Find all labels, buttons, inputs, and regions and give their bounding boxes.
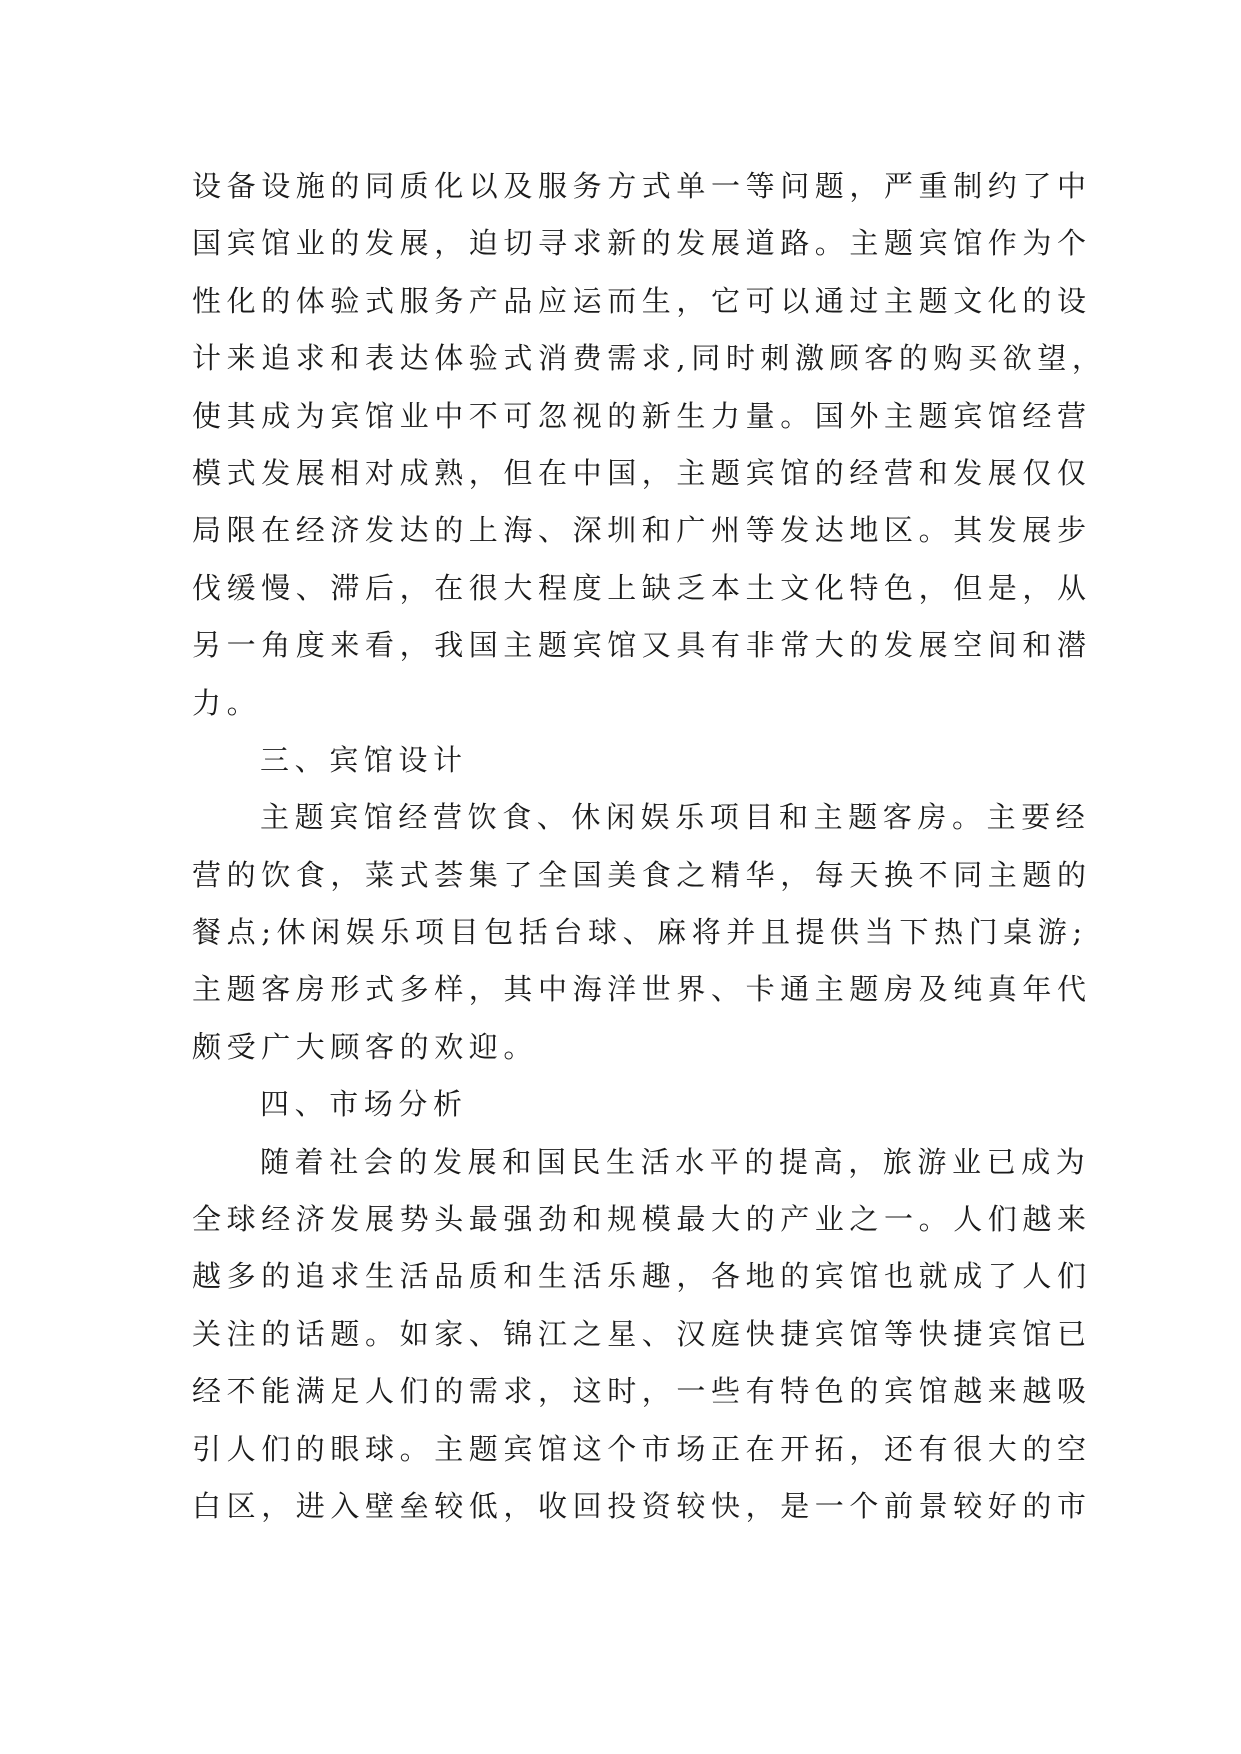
document-body bbox=[192, 158, 1107, 1535]
paragraph-line: 设备设施的同质化以及服务方式单一等问题，严重制约了中 bbox=[192, 169, 1092, 203]
section-heading-hotel-design: 三、宾馆设计 bbox=[260, 742, 468, 777]
paragraph-line: 另一角度来看，我国主题宾馆又具有非常大的发展空间和潜 bbox=[192, 628, 1092, 663]
paragraph-line: 引人们的眼球。主题宾馆这个市场正在开拓，还有很大的空 bbox=[192, 1431, 1092, 1466]
paragraph-line: 白区，进入壁垒较低，收回投资较快，是一个前景较好的市 bbox=[192, 1488, 1092, 1523]
paragraph-hotel-design bbox=[192, 789, 1092, 1076]
paragraph-line: 国宾馆业的发展，迫切寻求新的发展道路。主题宾馆作为个 bbox=[192, 226, 1092, 261]
paragraph-line: 性化的体验式服务产品应运而生，它可以通过主题文化的设 bbox=[192, 283, 1092, 318]
paragraph-line: 力。 bbox=[192, 685, 262, 720]
section-heading-market-analysis: 四、市场分析 bbox=[260, 1087, 468, 1122]
paragraph-line: 主题客房形式多样，其中海洋世界、卡通主题房及纯真年代 bbox=[192, 972, 1092, 1007]
paragraph-line: 使其成为宾馆业中不可忽视的新生力量。国外主题宾馆经营 bbox=[192, 398, 1092, 433]
paragraph-line: 局限在经济发达的上海、深圳和广州等发达地区。其发展步 bbox=[192, 513, 1092, 548]
paragraph-line: 全球经济发展势头最强劲和规模最大的产业之一。人们越来 bbox=[192, 1202, 1092, 1237]
paragraph-line: 关注的话题。如家、锦江之星、汉庭快捷宾馆等快捷宾馆已 bbox=[192, 1316, 1092, 1351]
paragraph-background bbox=[192, 158, 1107, 732]
paragraph-line: 颇受广大顾客的欢迎。 bbox=[192, 1029, 539, 1064]
paragraph-line: 营的饮食，菜式荟集了全国美食之精华，每天换不同主题的 bbox=[192, 857, 1092, 892]
paragraph-line: 模式发展相对成熟，但在中国，主题宾馆的经营和发展仅仅 bbox=[192, 455, 1092, 490]
paragraph-line: 越多的追求生活品质和生活乐趣，各地的宾馆也就成了人们 bbox=[192, 1259, 1092, 1294]
paragraph-line: 计来追求和表达体验式消费需求,同时刺激顾客的购买欲望， bbox=[192, 341, 1107, 376]
paragraph-line: 餐点;休闲娱乐项目包括台球、麻将并且提供当下热门桌游; bbox=[192, 915, 1088, 950]
paragraph-market-analysis bbox=[192, 1134, 1092, 1536]
paragraph-line: 经不能满足人们的需求，这时，一些有特色的宾馆越来越吸 bbox=[192, 1374, 1092, 1409]
paragraph-line: 随着社会的发展和国民生活水平的提高，旅游业已成为 bbox=[260, 1144, 1091, 1179]
paragraph-line: 伐缓慢、滞后，在很大程度上缺乏本土文化特色，但是，从 bbox=[192, 570, 1092, 605]
paragraph-line: 主题宾馆经营饮食、休闲娱乐项目和主题客房。主要经 bbox=[260, 800, 1091, 835]
